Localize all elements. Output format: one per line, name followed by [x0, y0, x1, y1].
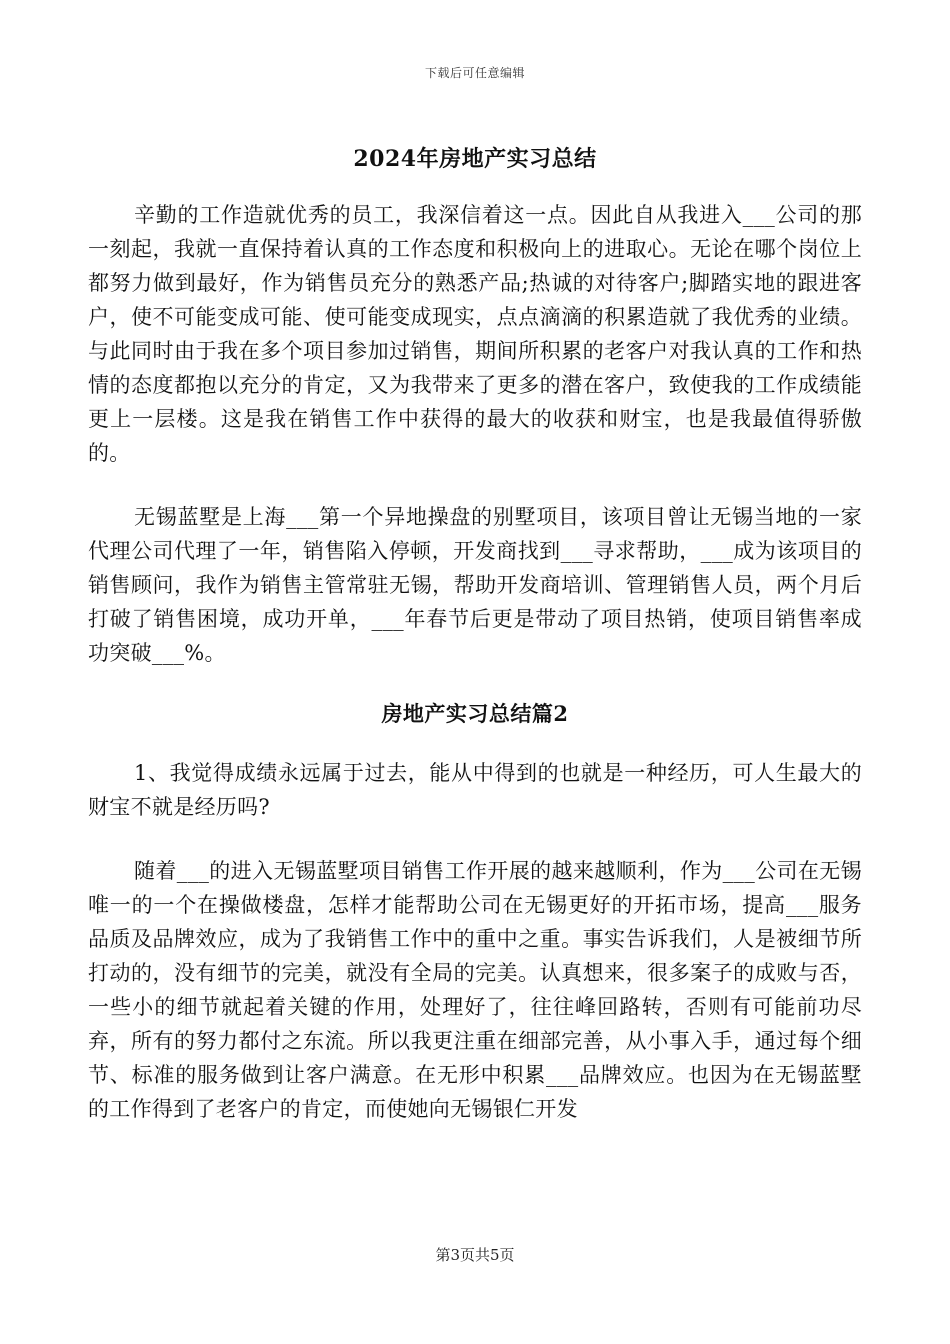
paragraph: 辛勤的工作造就优秀的员工，我深信着这一点。因此自从我进入___公司的那一刻起，我就一直保持着认真的工作态度和积极向上的进取心。无论在哪个岗位上都努力做到最好，作为销售员充分的熟悉产品;热诚的对待客户;脚踏实地的跟进客户，使不可能变成可能、使可能变成现实，点点滴滴的积累造就了我优秀的业绩。与此同时由于我在多个项目参加过销售，期间所积累的老客户对我认真的工作和热情的态度都抱以充分的肯定，又为我带来了更多的潜在客户，致使我的工作成绩能更上一层楼。这是我在销售工作中获得的最大的收获和财宝，也是我最值得骄傲的。	[88, 203, 862, 465]
paragraph: 1、我觉得成绩永远属于过去，能从中得到的也就是一种经历，可人生最大的财宝不就是经历吗?	[88, 761, 862, 819]
document-title: 2024年房地产实习总结	[353, 146, 597, 172]
section-title: 房地产实习总结篇2	[381, 701, 569, 726]
header-note: 下载后可任意编辑	[424, 66, 525, 80]
page-number: 第3页共5页	[435, 1246, 515, 1264]
document-body	[88, 198, 862, 1126]
paragraph: 随着___的进入无锡蓝墅项目销售工作开展的越来越顺利，作为___公司在无锡唯一的一个在操做楼盘，怎样才能帮助公司在无锡更好的开拓市场，提高___服务品质及品牌效应，成为了我销售工作中的重中之重。事实告诉我们，人是被细节所打动的，没有细节的完美，就没有全局的完美。认真想来，很多案子的成败与否，一些小的细节就起着关键的作用，处理好了，往往峰回路转，否则有可能前功尽弃，所有的努力都付之东流。所以我更注重在细部完善，从小事入手，通过每个细节、标准的服务做到让客户满意。在无形中积累___品牌效应。也因为在无锡蓝墅的工作得到了老客户的肯定，而使她向无锡银仁开发	[88, 859, 862, 1121]
paragraph: 无锡蓝墅是上海___第一个异地操盘的别墅项目，该项目曾让无锡当地的一家代理公司代理了一年，销售陷入停顿，开发商找到___寻求帮助，___成为该项目的销售顾问，我作为销售主管常驻无锡，帮助开发商培训、管理销售人员，两个月后打破了销售困境，成功开单，___年春节后更是带动了项目热销，使项目销售率成功突破___%。	[88, 505, 862, 665]
